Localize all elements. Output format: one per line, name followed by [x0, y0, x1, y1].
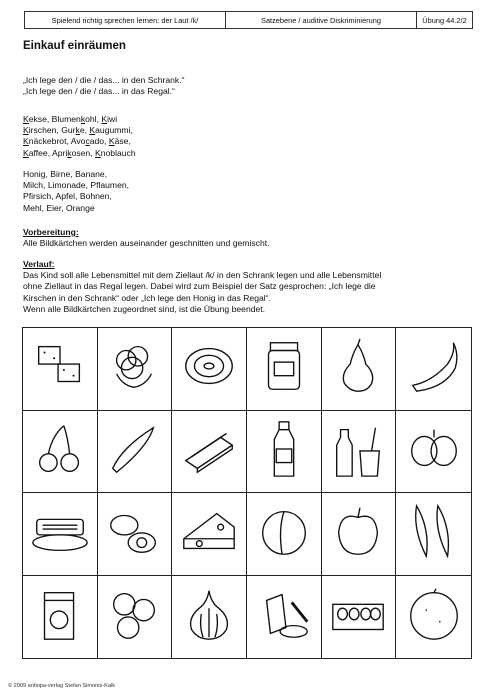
procedure-line: ohne Ziellaut in das Regal legen. Dabei wird zum Beispiel der Satz gesprochen: „Ich lege die: [23, 281, 376, 292]
target-sound: c: [85, 136, 90, 147]
procedure-heading: Verlauf:: [23, 259, 55, 269]
cucumber-icon: [103, 418, 165, 485]
picture-card: [396, 576, 471, 659]
header-topic: Spielend richtig sprechen lernen: der Laut /k/: [25, 12, 226, 28]
coffee-icon: [29, 583, 91, 650]
picture-card: [247, 493, 322, 576]
word-line: Honig, Birne, Banane,: [23, 169, 108, 179]
picture-card: [98, 576, 173, 659]
cheese-icon: [178, 500, 240, 567]
flour-icon: [253, 583, 315, 650]
word-text: iwi: [107, 114, 118, 124]
target-sound: K: [95, 147, 101, 158]
sentence-schrank: „Ich lege den / die / das... in den Schrank.“: [23, 75, 185, 85]
word-text: ado,: [89, 136, 109, 147]
header-exercise-number: Übung 44.2/2: [422, 15, 467, 25]
procedure-line: Wenn alle Bildkärtchen zugeordnet sind, ist die Übung beendet.: [23, 303, 266, 314]
word-text: e,: [79, 125, 90, 136]
cherries-icon: [29, 418, 91, 485]
target-sound: k: [80, 114, 86, 124]
picture-card: [322, 493, 397, 576]
word-line: Mehl, Eier, Orange: [23, 202, 95, 213]
picture-card: [247, 576, 322, 659]
k-word-list: [23, 114, 136, 159]
target-sound: K: [23, 136, 29, 147]
k-word-line: [23, 114, 136, 125]
crispbread-icon: [29, 500, 91, 567]
apple-icon: [327, 500, 389, 567]
picture-card: [23, 411, 98, 494]
word-text: augummi,: [95, 125, 133, 136]
word-text: osen,: [71, 147, 95, 158]
eggs-icon: [327, 583, 389, 650]
target-sound: K: [89, 125, 96, 136]
chewing-gum-icon: [178, 418, 240, 485]
peach-icon: [253, 500, 315, 567]
garlic-icon: [178, 583, 240, 650]
target-sound: K: [23, 147, 29, 158]
target-sound: K: [101, 114, 108, 124]
word-line: Milch, Limonade, Pflaumen,: [23, 180, 130, 191]
target-sound: k: [67, 147, 72, 158]
procedure-line: Das Kind soll alle Lebensmittel mit dem Ziellaut /k/ in den Schrank legen und alle Lebensmittel: [23, 270, 382, 281]
preparation-section: [23, 227, 270, 249]
word-text: äse,: [114, 136, 131, 147]
picture-card: [98, 411, 173, 494]
picture-card: [322, 411, 397, 494]
picture-card: [247, 411, 322, 494]
pear-icon: [327, 335, 389, 402]
word-text: affee, Apri: [28, 147, 68, 158]
picture-card: [23, 576, 98, 659]
honey-jar-icon: [253, 335, 315, 402]
beans-icon: [403, 500, 465, 567]
target-sound: k: [75, 125, 80, 136]
preparation-heading: Vorbereitung:: [23, 227, 79, 237]
word-text: näckebrot, Avo: [28, 136, 86, 147]
k-word-line: [23, 125, 136, 136]
picture-card: [23, 328, 98, 411]
header-level: Satzebene / auditive Diskriminierung: [226, 12, 417, 28]
picture-card-grid: [22, 327, 472, 659]
picture-card: [396, 328, 471, 411]
picture-card: [172, 328, 247, 411]
picture-card: [23, 493, 98, 576]
page-title: Einkauf einräumen: [23, 40, 126, 52]
procedure-section: [23, 259, 381, 315]
apricots-icon: [103, 583, 165, 650]
picture-card: [396, 411, 471, 494]
target-sound: K: [108, 136, 115, 147]
sentence-regal: „Ich lege den / die / das... in das Regal.“: [23, 86, 175, 97]
other-word-list: [23, 169, 129, 214]
orange-icon: [403, 583, 465, 650]
avocado-icon: [103, 500, 165, 567]
copyright-footer: © 2009 antiopa-verlag Stefan Simonis-Kalk: [8, 683, 116, 689]
word-text: ohl,: [85, 114, 102, 124]
sentence-templates: [23, 75, 184, 97]
lemonade-icon: [327, 418, 389, 485]
preparation-text: Alle Bildkärtchen werden auseinander geschnitten und gemischt.: [23, 238, 270, 249]
picture-card: [322, 576, 397, 659]
picture-card: [98, 328, 173, 411]
kiwi-icon: [178, 335, 240, 402]
plums-icon: [403, 418, 465, 485]
picture-card: [172, 411, 247, 494]
picture-card: [322, 328, 397, 411]
cookie-icon: [29, 335, 91, 402]
picture-card: [247, 328, 322, 411]
word-text: noblauch: [100, 147, 136, 158]
k-word-line: [23, 148, 136, 159]
word-text: irschen, Gur: [28, 125, 76, 136]
target-sound: K: [23, 114, 29, 124]
picture-card: [172, 576, 247, 659]
cauliflower-icon: [103, 335, 165, 402]
milk-bottle-icon: [253, 418, 315, 485]
picture-card: [396, 493, 471, 576]
picture-card: [172, 493, 247, 576]
k-word-line: [23, 136, 136, 147]
banana-icon: [403, 335, 465, 402]
word-text: ekse, Blumen: [28, 114, 81, 124]
word-line: Pfirsich, Apfel, Bohnen,: [23, 191, 112, 202]
target-sound: K: [23, 125, 29, 136]
picture-card: [98, 493, 173, 576]
header-bar: [24, 11, 473, 29]
procedure-line: Kirschen in den Schrank“ oder „Ich lege den Honig in das Regal“.: [23, 292, 271, 303]
